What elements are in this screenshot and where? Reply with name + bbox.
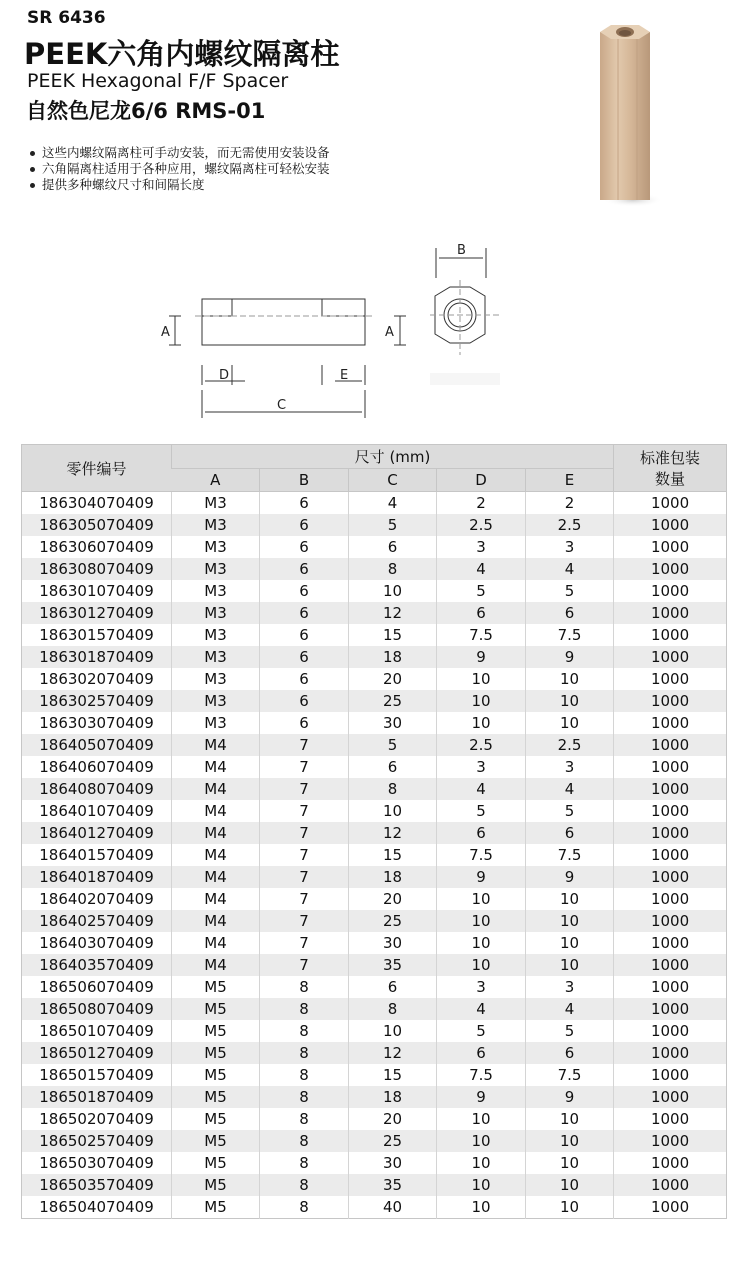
material-subtitle: 自然色尼龙6/6 RMS-01: [26, 99, 266, 123]
size-d-cell: 10: [437, 954, 526, 976]
column-header-d: D: [437, 469, 526, 492]
size-d-cell: 2: [437, 492, 526, 515]
size-a-cell: M4: [172, 954, 260, 976]
size-b-cell: 8: [260, 1108, 349, 1130]
table-row: [22, 1064, 727, 1086]
size-c-cell: 5: [349, 734, 437, 756]
size-b-cell: 8: [260, 1042, 349, 1064]
column-header-a: A: [172, 469, 260, 492]
size-a-cell: M3: [172, 668, 260, 690]
size-d-cell: 10: [437, 690, 526, 712]
part-number-cell: 186501270409: [22, 1042, 172, 1064]
product-code: SR 6436: [27, 8, 106, 28]
size-a-cell: M5: [172, 998, 260, 1020]
size-b-cell: 6: [260, 690, 349, 712]
part-number-cell: 186301570409: [22, 624, 172, 646]
size-c-cell: 8: [349, 998, 437, 1020]
size-e-cell: 10: [526, 910, 614, 932]
size-e-cell: 6: [526, 822, 614, 844]
size-d-cell: 7.5: [437, 1064, 526, 1086]
size-b-cell: 8: [260, 1086, 349, 1108]
size-a-cell: M4: [172, 778, 260, 800]
part-number-cell: 186402570409: [22, 910, 172, 932]
size-d-cell: 4: [437, 558, 526, 580]
label-c: C: [277, 398, 287, 413]
part-number-cell: 186308070409: [22, 558, 172, 580]
size-c-cell: 20: [349, 668, 437, 690]
bullet-icon: [30, 151, 35, 156]
label-a-right: A: [385, 325, 394, 340]
size-d-cell: 6: [437, 822, 526, 844]
size-b-cell: 8: [260, 1020, 349, 1042]
table-row: [22, 800, 727, 822]
size-e-cell: 6: [526, 602, 614, 624]
part-number-cell: 186402070409: [22, 888, 172, 910]
part-number-cell: 186302070409: [22, 668, 172, 690]
size-a-cell: M3: [172, 712, 260, 734]
size-c-cell: 4: [349, 492, 437, 515]
size-e-cell: 9: [526, 1086, 614, 1108]
size-b-cell: 7: [260, 756, 349, 778]
table-row: [22, 1174, 727, 1196]
size-b-cell: 6: [260, 514, 349, 536]
size-a-cell: M4: [172, 888, 260, 910]
part-number-cell: 186301270409: [22, 602, 172, 624]
size-a-cell: M4: [172, 800, 260, 822]
table-row: [22, 624, 727, 646]
feature-item: [30, 177, 330, 193]
qty-cell: 1000: [614, 844, 727, 866]
size-a-cell: M5: [172, 1064, 260, 1086]
table-row: [22, 536, 727, 558]
size-d-cell: 3: [437, 536, 526, 558]
size-d-cell: 10: [437, 1174, 526, 1196]
size-e-cell: 5: [526, 800, 614, 822]
qty-cell: 1000: [614, 1020, 727, 1042]
size-c-cell: 12: [349, 602, 437, 624]
size-a-cell: M4: [172, 866, 260, 888]
size-c-cell: 8: [349, 778, 437, 800]
qty-cell: 1000: [614, 668, 727, 690]
size-b-cell: 8: [260, 998, 349, 1020]
size-a-cell: M3: [172, 558, 260, 580]
size-d-cell: 10: [437, 668, 526, 690]
qty-cell: 1000: [614, 1086, 727, 1108]
size-e-cell: 10: [526, 932, 614, 954]
qty-cell: 1000: [614, 492, 727, 515]
size-e-cell: 10: [526, 668, 614, 690]
table-row: [22, 822, 727, 844]
size-d-cell: 10: [437, 712, 526, 734]
size-c-cell: 6: [349, 976, 437, 998]
size-d-cell: 2.5: [437, 514, 526, 536]
size-b-cell: 8: [260, 1064, 349, 1086]
size-e-cell: 10: [526, 954, 614, 976]
size-b-cell: 7: [260, 888, 349, 910]
qty-cell: 1000: [614, 734, 727, 756]
size-a-cell: M3: [172, 602, 260, 624]
table-row: [22, 1196, 727, 1219]
size-e-cell: 7.5: [526, 1064, 614, 1086]
size-b-cell: 7: [260, 866, 349, 888]
size-a-cell: M3: [172, 646, 260, 668]
feature-text: 六角隔离柱适用于各种应用，螺纹隔离柱可轻松安装: [42, 161, 330, 176]
size-e-cell: 10: [526, 1196, 614, 1219]
qty-cell: 1000: [614, 1130, 727, 1152]
qty-cell: 1000: [614, 888, 727, 910]
part-number-cell: 186401070409: [22, 800, 172, 822]
size-c-cell: 10: [349, 1020, 437, 1042]
qty-cell: 1000: [614, 558, 727, 580]
part-number-cell: 186503070409: [22, 1152, 172, 1174]
size-b-cell: 6: [260, 624, 349, 646]
size-e-cell: 3: [526, 976, 614, 998]
qty-cell: 1000: [614, 756, 727, 778]
part-number-cell: 186401870409: [22, 866, 172, 888]
size-a-cell: M3: [172, 690, 260, 712]
size-c-cell: 18: [349, 866, 437, 888]
size-d-cell: 5: [437, 1020, 526, 1042]
size-c-cell: 18: [349, 1086, 437, 1108]
size-d-cell: 9: [437, 646, 526, 668]
table-row: [22, 690, 727, 712]
size-e-cell: 10: [526, 888, 614, 910]
size-a-cell: M5: [172, 1174, 260, 1196]
table-row: [22, 844, 727, 866]
size-a-cell: M5: [172, 976, 260, 998]
size-d-cell: 10: [437, 1130, 526, 1152]
size-a-cell: M5: [172, 1020, 260, 1042]
size-a-cell: M3: [172, 580, 260, 602]
column-header-e: E: [526, 469, 614, 492]
qty-cell: 1000: [614, 800, 727, 822]
qty-cell: 1000: [614, 1174, 727, 1196]
table-row: [22, 558, 727, 580]
size-c-cell: 25: [349, 910, 437, 932]
size-c-cell: 12: [349, 1042, 437, 1064]
size-b-cell: 6: [260, 712, 349, 734]
size-c-cell: 15: [349, 844, 437, 866]
qty-cell: 1000: [614, 580, 727, 602]
size-a-cell: M3: [172, 624, 260, 646]
part-number-cell: 186405070409: [22, 734, 172, 756]
qty-cell: 1000: [614, 778, 727, 800]
spec-table: [21, 444, 727, 1219]
size-d-cell: 5: [437, 580, 526, 602]
size-e-cell: 5: [526, 1020, 614, 1042]
feature-text: 提供多种螺纹尺寸和间隔长度: [42, 177, 205, 192]
size-d-cell: 9: [437, 1086, 526, 1108]
size-b-cell: 7: [260, 822, 349, 844]
size-a-cell: M5: [172, 1042, 260, 1064]
size-b-cell: 7: [260, 910, 349, 932]
label-a-left: A: [161, 325, 170, 340]
size-c-cell: 12: [349, 822, 437, 844]
size-e-cell: 7.5: [526, 624, 614, 646]
size-a-cell: M4: [172, 910, 260, 932]
qty-cell: 1000: [614, 624, 727, 646]
size-a-cell: M4: [172, 734, 260, 756]
table-row: [22, 1108, 727, 1130]
size-e-cell: 10: [526, 712, 614, 734]
qty-cell: 1000: [614, 536, 727, 558]
size-d-cell: 4: [437, 998, 526, 1020]
feature-list: [30, 145, 330, 193]
size-a-cell: M3: [172, 492, 260, 515]
size-a-cell: M3: [172, 536, 260, 558]
table-row: [22, 492, 727, 515]
table-row: [22, 712, 727, 734]
label-d: D: [219, 368, 230, 383]
size-d-cell: 10: [437, 1108, 526, 1130]
size-c-cell: 15: [349, 1064, 437, 1086]
part-number-cell: 186508070409: [22, 998, 172, 1020]
size-a-cell: M5: [172, 1108, 260, 1130]
table-row: [22, 1086, 727, 1108]
qty-cell: 1000: [614, 866, 727, 888]
table-row: [22, 1042, 727, 1064]
size-d-cell: 6: [437, 1042, 526, 1064]
table-row: [22, 756, 727, 778]
table-row: [22, 1130, 727, 1152]
label-e: E: [340, 368, 349, 383]
table-row: [22, 580, 727, 602]
qty-cell: 1000: [614, 954, 727, 976]
size-a-cell: M5: [172, 1196, 260, 1219]
part-number-cell: 186506070409: [22, 976, 172, 998]
table-row: [22, 668, 727, 690]
size-c-cell: 6: [349, 756, 437, 778]
part-number-cell: 186403570409: [22, 954, 172, 976]
size-d-cell: 4: [437, 778, 526, 800]
size-a-cell: M4: [172, 822, 260, 844]
size-e-cell: 9: [526, 646, 614, 668]
part-number-cell: 186501870409: [22, 1086, 172, 1108]
size-e-cell: 6: [526, 1042, 614, 1064]
size-b-cell: 7: [260, 954, 349, 976]
label-b: B: [457, 243, 466, 258]
qty-cell: 1000: [614, 514, 727, 536]
qty-header-line2: 数量: [655, 470, 686, 488]
qty-cell: 1000: [614, 822, 727, 844]
qty-cell: 1000: [614, 1042, 727, 1064]
size-b-cell: 6: [260, 580, 349, 602]
size-d-cell: 6: [437, 602, 526, 624]
size-d-cell: 2.5: [437, 734, 526, 756]
table-row: [22, 888, 727, 910]
size-d-cell: 7.5: [437, 844, 526, 866]
size-c-cell: 25: [349, 1130, 437, 1152]
size-b-cell: 7: [260, 734, 349, 756]
size-e-cell: 9: [526, 866, 614, 888]
table-row: [22, 932, 727, 954]
size-d-cell: 7.5: [437, 624, 526, 646]
size-d-cell: 10: [437, 932, 526, 954]
size-c-cell: 40: [349, 1196, 437, 1219]
size-d-cell: 5: [437, 800, 526, 822]
table-row: [22, 976, 727, 998]
part-number-header: 零件编号: [22, 445, 172, 492]
size-b-cell: 7: [260, 800, 349, 822]
size-c-cell: 10: [349, 580, 437, 602]
table-row: [22, 998, 727, 1020]
size-e-cell: 2.5: [526, 734, 614, 756]
size-a-cell: M5: [172, 1086, 260, 1108]
qty-cell: 1000: [614, 1196, 727, 1219]
part-number-cell: 186501070409: [22, 1020, 172, 1042]
part-number-cell: 186302570409: [22, 690, 172, 712]
size-b-cell: 8: [260, 1196, 349, 1219]
size-b-cell: 6: [260, 602, 349, 624]
size-e-cell: 10: [526, 690, 614, 712]
size-c-cell: 25: [349, 690, 437, 712]
table-row: [22, 514, 727, 536]
feature-item: [30, 161, 330, 177]
size-d-cell: 9: [437, 866, 526, 888]
part-number-cell: 186504070409: [22, 1196, 172, 1219]
part-number-cell: 186301070409: [22, 580, 172, 602]
qty-cell: 1000: [614, 1064, 727, 1086]
size-b-cell: 8: [260, 1130, 349, 1152]
size-e-cell: 2: [526, 492, 614, 515]
size-c-cell: 8: [349, 558, 437, 580]
size-c-cell: 20: [349, 1108, 437, 1130]
size-c-cell: 15: [349, 624, 437, 646]
size-e-cell: 2.5: [526, 514, 614, 536]
table-row: [22, 646, 727, 668]
feature-item: [30, 145, 330, 161]
part-number-cell: 186301870409: [22, 646, 172, 668]
size-e-cell: 3: [526, 756, 614, 778]
part-number-cell: 186502070409: [22, 1108, 172, 1130]
size-a-cell: M5: [172, 1152, 260, 1174]
size-c-cell: 30: [349, 932, 437, 954]
size-e-cell: 4: [526, 998, 614, 1020]
size-e-cell: 4: [526, 558, 614, 580]
size-b-cell: 6: [260, 558, 349, 580]
size-d-cell: 10: [437, 1196, 526, 1219]
table-row: [22, 778, 727, 800]
size-a-cell: M4: [172, 756, 260, 778]
qty-header-line1: 标准包装: [640, 449, 701, 467]
technical-drawing: [155, 240, 515, 425]
size-b-cell: 8: [260, 1152, 349, 1174]
feature-text: 这些内螺纹隔离柱可手动安装，而无需使用安装设备: [42, 145, 330, 160]
size-d-cell: 10: [437, 1152, 526, 1174]
size-b-cell: 6: [260, 492, 349, 515]
table-row: [22, 910, 727, 932]
qty-cell: 1000: [614, 998, 727, 1020]
table-row: [22, 602, 727, 624]
size-e-cell: 7.5: [526, 844, 614, 866]
column-header-c: C: [349, 469, 437, 492]
size-d-cell: 10: [437, 888, 526, 910]
qty-cell: 1000: [614, 932, 727, 954]
size-e-cell: 10: [526, 1130, 614, 1152]
english-title: PEEK Hexagonal F/F Spacer: [27, 70, 289, 92]
size-a-cell: M4: [172, 932, 260, 954]
spacer-product-image: [595, 24, 665, 209]
size-header: 尺寸 (mm): [172, 445, 614, 469]
size-d-cell: 3: [437, 976, 526, 998]
size-d-cell: 10: [437, 910, 526, 932]
qty-cell: 1000: [614, 712, 727, 734]
size-c-cell: 35: [349, 954, 437, 976]
qty-cell: 1000: [614, 602, 727, 624]
part-number-cell: 186303070409: [22, 712, 172, 734]
qty-cell: 1000: [614, 1152, 727, 1174]
part-number-cell: 186401270409: [22, 822, 172, 844]
size-e-cell: 5: [526, 580, 614, 602]
size-e-cell: 4: [526, 778, 614, 800]
size-b-cell: 6: [260, 646, 349, 668]
size-b-cell: 7: [260, 932, 349, 954]
part-number-cell: 186306070409: [22, 536, 172, 558]
size-e-cell: 10: [526, 1152, 614, 1174]
qty-cell: 1000: [614, 1108, 727, 1130]
table-row: [22, 1020, 727, 1042]
table-row: [22, 734, 727, 756]
size-e-cell: 10: [526, 1108, 614, 1130]
part-number-cell: 186503570409: [22, 1174, 172, 1196]
qty-cell: 1000: [614, 646, 727, 668]
qty-cell: 1000: [614, 910, 727, 932]
qty-cell: 1000: [614, 690, 727, 712]
part-number-cell: 186408070409: [22, 778, 172, 800]
table-row: [22, 954, 727, 976]
part-number-cell: 186403070409: [22, 932, 172, 954]
size-c-cell: 10: [349, 800, 437, 822]
table-row: [22, 866, 727, 888]
spec-table-body: [22, 492, 727, 1219]
size-b-cell: 8: [260, 976, 349, 998]
size-a-cell: M4: [172, 844, 260, 866]
size-b-cell: 7: [260, 844, 349, 866]
size-c-cell: 18: [349, 646, 437, 668]
part-number-cell: 186304070409: [22, 492, 172, 515]
bullet-icon: [30, 167, 35, 172]
size-c-cell: 20: [349, 888, 437, 910]
table-row: [22, 1152, 727, 1174]
size-b-cell: 7: [260, 778, 349, 800]
size-c-cell: 30: [349, 712, 437, 734]
size-c-cell: 5: [349, 514, 437, 536]
size-a-cell: M5: [172, 1130, 260, 1152]
part-number-cell: 186401570409: [22, 844, 172, 866]
size-c-cell: 6: [349, 536, 437, 558]
bullet-icon: [30, 183, 35, 188]
qty-header: [614, 445, 727, 492]
column-header-b: B: [260, 469, 349, 492]
size-c-cell: 35: [349, 1174, 437, 1196]
size-e-cell: 3: [526, 536, 614, 558]
part-number-cell: 186502570409: [22, 1130, 172, 1152]
part-number-cell: 186305070409: [22, 514, 172, 536]
size-b-cell: 8: [260, 1174, 349, 1196]
size-a-cell: M3: [172, 514, 260, 536]
size-b-cell: 6: [260, 536, 349, 558]
qty-cell: 1000: [614, 976, 727, 998]
page-title: PEEK六角内螺纹隔离柱: [24, 37, 340, 71]
size-d-cell: 3: [437, 756, 526, 778]
size-c-cell: 30: [349, 1152, 437, 1174]
size-b-cell: 6: [260, 668, 349, 690]
part-number-cell: 186406070409: [22, 756, 172, 778]
part-number-cell: 186501570409: [22, 1064, 172, 1086]
size-e-cell: 10: [526, 1174, 614, 1196]
